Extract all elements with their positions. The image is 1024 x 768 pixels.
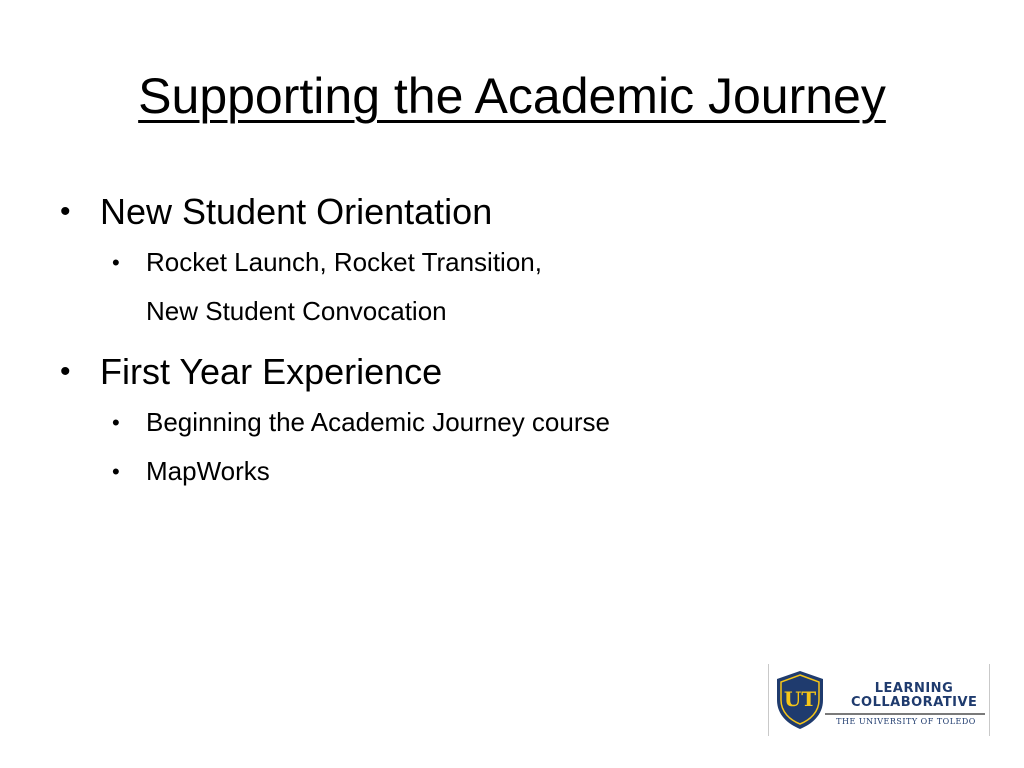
bullet-icon: • (60, 355, 71, 388)
logo-line-collaborative: COLLABORATIVE (851, 695, 978, 710)
sub-list (56, 398, 956, 496)
bullet-icon: • (112, 410, 120, 435)
sub-bullet-label: Rocket Launch, Rocket Transition, (146, 247, 542, 277)
sub-bullet-label: Beginning the Academic Journey course (146, 407, 610, 437)
bullet-item-new-student-orientation (56, 186, 956, 238)
bullet-label: New Student Orientation (100, 191, 493, 232)
slide-title: Supporting the Academic Journey (138, 68, 886, 124)
logo-divider (825, 713, 985, 715)
sub-bullet-item (56, 398, 956, 447)
bullet-icon: • (60, 195, 71, 228)
bullet-item-first-year-experience (56, 346, 956, 398)
sub-list (56, 238, 956, 336)
sub-bullet-label: MapWorks (146, 456, 270, 486)
bullet-label: First Year Experience (100, 351, 443, 392)
sub-bullet-item (56, 447, 956, 496)
logo-line-university: THE UNIVERSITY OF TOLEDO (836, 717, 976, 726)
bullet-icon: • (112, 459, 120, 484)
sub-bullet-label: New Student Convocation (146, 296, 447, 326)
logo-line-learning: LEARNING (874, 681, 954, 696)
shield-text: UT (783, 687, 817, 711)
ut-shield-icon (775, 670, 825, 730)
learning-collaborative-logo (768, 664, 990, 736)
bullet-icon: • (112, 250, 120, 275)
sub-bullet-continuation (56, 287, 956, 336)
sub-bullet-item (56, 238, 956, 287)
bullet-list (56, 186, 956, 500)
